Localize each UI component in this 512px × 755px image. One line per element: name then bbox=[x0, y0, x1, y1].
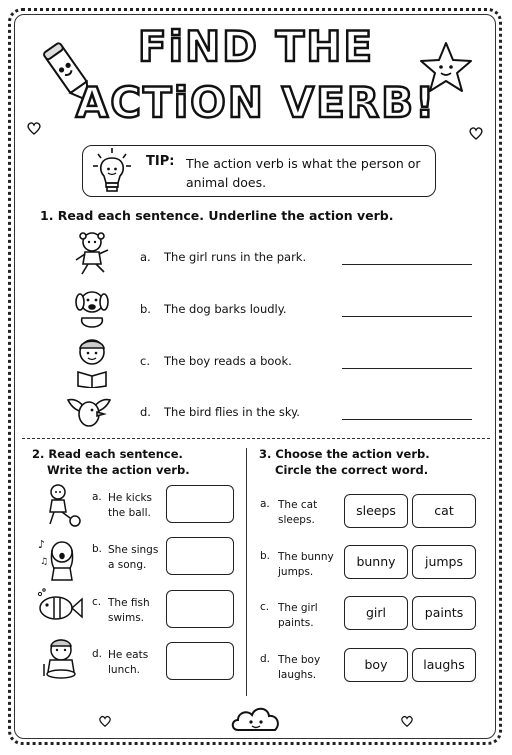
soccer-boy-icon bbox=[40, 482, 84, 530]
s3-item-b-line2: jumps. bbox=[278, 566, 314, 578]
svg-text:♫: ♫ bbox=[40, 557, 49, 567]
s2-item-a-letter: a. bbox=[92, 491, 102, 503]
s3-item-c-letter: c. bbox=[260, 601, 270, 613]
s3-item-a-choice1[interactable]: sleeps bbox=[344, 494, 408, 528]
section1-title: 1. Read each sentence. Underline the action verb. bbox=[40, 208, 394, 223]
s3-item-b-choice1[interactable]: bunny bbox=[344, 545, 408, 579]
section-divider-vertical bbox=[246, 448, 247, 696]
tip-text: The action verb is what the person or animal does. bbox=[186, 156, 421, 190]
bird-icon bbox=[64, 390, 114, 434]
s2-item-c-answer-box[interactable] bbox=[166, 590, 234, 628]
s1-item-d-sentence: The bird flies in the sky. bbox=[164, 405, 300, 419]
s2-item-b-line1: She sings bbox=[108, 544, 159, 556]
page-title-line2: ACTiON VERB! bbox=[75, 78, 437, 127]
s2-item-d-line2: lunch. bbox=[108, 664, 140, 676]
tip-label: TIP: bbox=[146, 154, 175, 169]
section3-title-line1: 3. Choose the action verb. bbox=[259, 447, 430, 461]
section-divider-horizontal bbox=[22, 438, 490, 439]
lightbulb-icon bbox=[90, 146, 134, 196]
s2-item-d-letter: d. bbox=[92, 648, 103, 660]
s3-item-c-line1: The girl bbox=[278, 602, 318, 614]
eating-boy-icon bbox=[38, 636, 84, 682]
s1-item-d-answer-line[interactable] bbox=[342, 407, 472, 420]
s2-item-b-line2: a song. bbox=[108, 559, 147, 571]
s1-item-c-answer-line[interactable] bbox=[342, 356, 472, 369]
s3-item-d-line2: laughs. bbox=[278, 669, 317, 681]
s1-item-b-answer-line[interactable] bbox=[342, 304, 472, 317]
fish-icon bbox=[34, 588, 84, 628]
section2-title-line1: 2. Read each sentence. bbox=[32, 447, 183, 461]
s3-item-c-choice1[interactable]: girl bbox=[344, 596, 408, 630]
s2-item-b-answer-box[interactable] bbox=[166, 537, 234, 575]
s2-item-c-line2: swims. bbox=[108, 612, 145, 624]
section3-title-line2: Circle the correct word. bbox=[275, 463, 429, 477]
page-title-line1: FiND THE bbox=[137, 22, 375, 71]
s3-item-d-choice1[interactable]: boy bbox=[344, 648, 408, 682]
s2-item-a-line1: He kicks bbox=[108, 492, 153, 504]
s3-item-d-choice2[interactable]: laughs bbox=[412, 648, 476, 682]
s1-item-b-sentence: The dog barks loudly. bbox=[164, 302, 287, 316]
heart-icon bbox=[468, 125, 484, 141]
singing-girl-icon bbox=[36, 534, 84, 582]
running-girl-icon bbox=[70, 230, 114, 278]
s1-item-c-sentence: The boy reads a book. bbox=[164, 354, 292, 368]
s1-item-a-sentence: The girl runs in the park. bbox=[164, 250, 307, 264]
s1-item-b-letter: b. bbox=[140, 302, 151, 316]
s3-item-d-line1: The boy bbox=[278, 654, 321, 666]
s2-item-d-answer-box[interactable] bbox=[166, 642, 234, 680]
svg-text:♪: ♪ bbox=[38, 538, 46, 551]
s1-item-c-letter: c. bbox=[140, 354, 150, 368]
s3-item-b-letter: b. bbox=[260, 550, 271, 562]
s2-item-d-line1: He eats bbox=[108, 649, 149, 661]
s2-item-b-letter: b. bbox=[92, 543, 103, 555]
section2-title-line2: Write the action verb. bbox=[47, 463, 190, 477]
s3-item-b-line1: The bunny bbox=[278, 551, 334, 563]
s3-item-d-letter: d. bbox=[260, 653, 271, 665]
s2-item-a-answer-box[interactable] bbox=[166, 485, 234, 523]
heart-icon bbox=[400, 714, 414, 728]
s3-item-c-line2: paints. bbox=[278, 617, 314, 629]
s2-item-c-letter: c. bbox=[92, 596, 102, 608]
cloud-icon bbox=[228, 700, 284, 736]
s3-item-a-letter: a. bbox=[260, 498, 270, 510]
s1-item-a-answer-line[interactable] bbox=[342, 252, 472, 265]
s3-item-c-choice2[interactable]: paints bbox=[412, 596, 476, 630]
heart-icon bbox=[98, 714, 112, 728]
s3-item-a-line2: sleeps. bbox=[278, 514, 315, 526]
reading-boy-icon bbox=[70, 336, 114, 388]
s2-item-a-line2: the ball. bbox=[108, 507, 151, 519]
s3-item-b-choice2[interactable]: jumps bbox=[412, 545, 476, 579]
s3-item-a-line1: The cat bbox=[278, 499, 318, 511]
dog-icon bbox=[70, 284, 114, 332]
s2-item-c-line1: The fish bbox=[108, 597, 150, 609]
s1-item-d-letter: d. bbox=[140, 405, 151, 419]
s3-item-a-choice2[interactable]: cat bbox=[412, 494, 476, 528]
s1-item-a-letter: a. bbox=[140, 250, 151, 264]
